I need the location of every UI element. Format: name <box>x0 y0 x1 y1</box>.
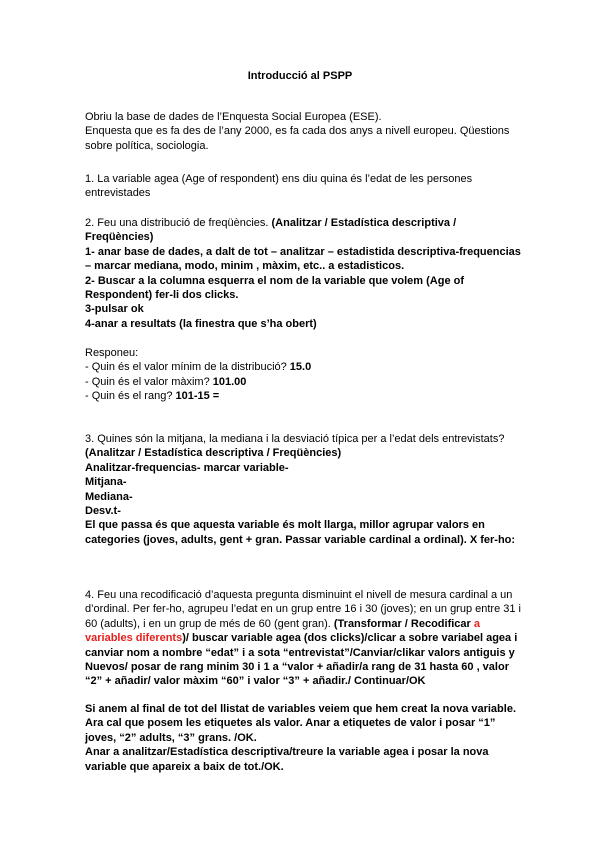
answer-range-value: 101-15 = <box>172 390 220 403</box>
question-2-step-3: 3-pulsar ok <box>85 303 144 316</box>
question-2-path: (Analitzar / Estadística descriptiva / Freqüències) <box>85 217 457 244</box>
answer-min-value: 15.0 <box>286 361 312 374</box>
question-3-line-5: El que passa és que aquesta variable és molt llarga, millor agrupar valors en categories (joves, adults, gent + gran. Passar variable cardinal a ordinal). X fer-ho: <box>85 519 516 546</box>
answer-max-question: - Quin és el valor màxim? <box>85 375 210 388</box>
intro-section <box>85 110 525 153</box>
question-2-text: 2. Feu una distribució de freqüències. <box>85 217 269 229</box>
question-4-highlight: a variables diferents <box>85 617 480 645</box>
question-3-line-1: Analitzar-frequencias- marcar variable- <box>85 461 289 474</box>
question-3-line-4: Desv.t- <box>85 505 121 518</box>
question-4 <box>85 588 525 689</box>
question-2-heading <box>85 216 525 245</box>
question-4-paragraph <box>85 588 525 689</box>
question-4-bold-1: (Transformar / Recodificar <box>330 617 474 630</box>
answer-range <box>85 389 525 403</box>
question-3 <box>85 432 525 547</box>
question-3-path: (Analitzar / Estadística descriptiva / Freqüències) <box>85 447 342 460</box>
question-1 <box>85 172 525 201</box>
question-2 <box>85 216 525 331</box>
question-3-text: 3. Quines són la mitjana, la mediana i la desviació típica per a l’edat dels entrevistats? <box>85 433 505 445</box>
question-2-step-2: 2- Buscar a la columna esquerra el nom de la variable que volem (Age of Respondent) fer-li dos clicks. <box>85 274 465 302</box>
intro-line-1: Obriu la base de dades de l’Enquesta Social Europea (ESE). <box>85 111 382 123</box>
answers-section <box>85 346 525 404</box>
question-1-text: 1. La variable agea (Age of respondent) ens diu quina és l’edat de les persones entrevistades <box>85 173 473 200</box>
final-paragraph-1: Si anem al final de tot del llistat de variables veiem que hem creat la nova variable. Ara cal que posem les etiquetes als valor. Anar a etiquetes de valor i posar “1” joves, “2” adults, “3” grans. /OK. <box>85 703 517 744</box>
question-2-step-1: 1- anar base de dades, a dalt de tot – analitzar – estadistida descriptiva-frequencias – marcar mediana, modo, minim , màxim, etc.. a estadisticos. <box>85 245 521 273</box>
final-paragraph-2: Anar a analitzar/Estadística descriptiva/treure la variable agea i posar la nova variable que apareix a baix de tot./OK. <box>85 746 489 773</box>
question-3-line-3: Mediana- <box>85 490 133 503</box>
intro-line-2: Enquesta que es fa des de l’any 2000, es fa cada dos anys a nivell europeu. Qüestions sobre política, sociologia. <box>85 125 510 152</box>
answer-range-question: - Quin és el rang? <box>85 390 173 403</box>
answer-min-question: - Quin és el valor mínim de la distribució? <box>85 361 287 374</box>
answers-header: Responeu: <box>85 347 139 359</box>
question-2-step-4: 4-anar a resultats (la finestra que s’ha obert) <box>85 317 317 330</box>
question-4-bold-2: )/ buscar variable agea (dos clicks)/clicar a sobre variabel agea i canviar nom a nombre “edat” i a sota “entrevistat”/Canviar/clikar valors antiguis y Nuevos/ posar de rang minim 30 i 1 a “valor + añadir/a rang de 31 hasta 60 , valor “2” + añadir/ valor màxim “60” i valor “3” + añadir./ Continuar/OK <box>85 632 518 688</box>
question-3-line-2: Mitjana- <box>85 476 127 489</box>
question-4-text: 4. Feu una recodificació d’aquesta pregunta disminuint el nivell de mesura cardinal a un d’ordinal. Per fer-ho, agrupeu l’edat en un grup entre 16 i 30 (joves); en un grup entre 31 i 60 (adults), i en un grup de més de 60 (gent gran). <box>85 589 521 630</box>
answer-min <box>85 360 525 374</box>
answer-max <box>85 375 525 389</box>
page-title: Introducció al PSPP <box>247 70 353 82</box>
final-section <box>85 702 525 774</box>
answer-max-value: 101.00 <box>209 375 247 388</box>
